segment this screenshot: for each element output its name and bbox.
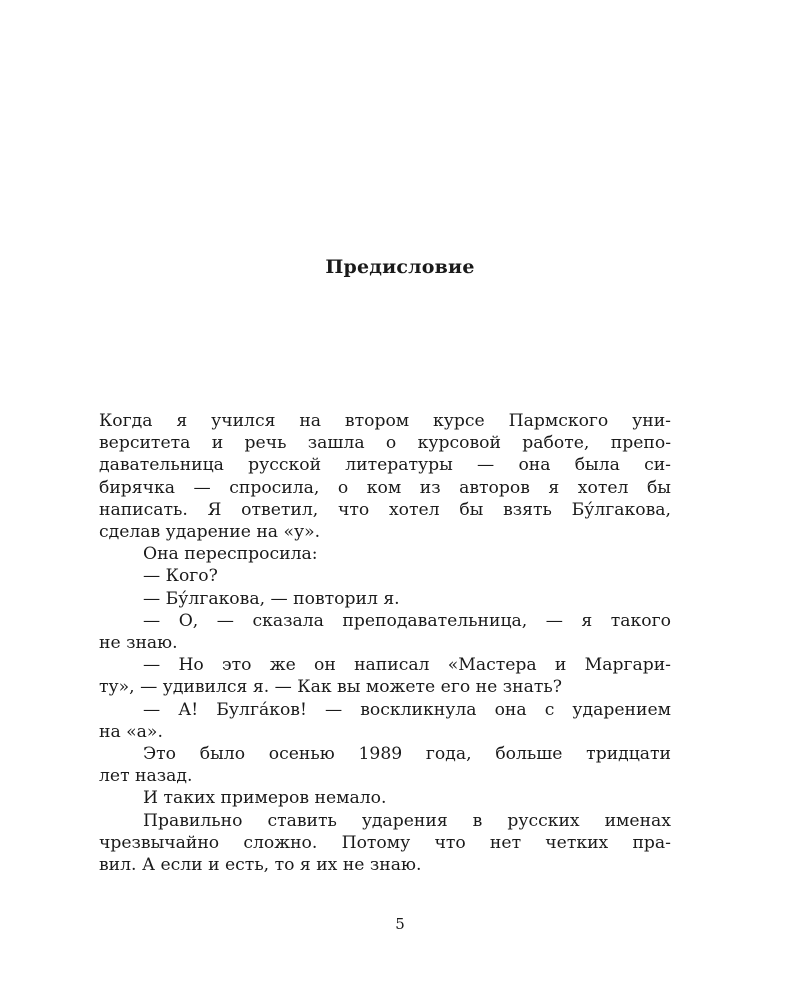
text-line: написать. Я ответил, что хотел бы взять Бу́лгакова, (99, 499, 671, 520)
text-line: ту», — удивился я. — Как вы можете его не знать? (99, 677, 562, 698)
text-line: вил. А если и есть, то я их не знаю. (99, 855, 422, 876)
text-line: И таких примеров немало. (143, 788, 387, 809)
text-line: — Но это же он написал «Мастера и Маргари- (143, 655, 671, 676)
text-line: не знаю. (99, 633, 178, 654)
text-line: Она переспросила: (143, 544, 318, 565)
text-line: Правильно ставить ударения в русских именах (143, 810, 671, 831)
text-line: лет назад. (99, 766, 193, 787)
text-line: — Кого? (143, 566, 218, 587)
body-text (99, 410, 671, 876)
text-line: Когда я учился на втором курсе Пармского уни- (99, 411, 671, 431)
text-line: чрезвычайно сложно. Потому что нет четких пра- (99, 832, 671, 853)
text-line: бирячка — спросила, о ком из авторов я хотел бы (99, 477, 671, 498)
text-line: на «а». (99, 721, 163, 742)
text-line: — О, — сказала преподавательница, — я такого (143, 610, 671, 631)
text-line: сделав ударение на «у». (99, 522, 321, 543)
text-line: — Бу́лгакова, — повторил я. (143, 588, 400, 609)
chapter-title: Предисловие (325, 256, 475, 278)
text-line: верситета и речь зашла о курсовой работе, препо- (99, 433, 671, 454)
page-number: 5 (395, 915, 405, 933)
text-line: — А! Булга́ков! — воскликнула она с ударением (143, 699, 671, 720)
text-line: давательница русской литературы — она была си- (99, 455, 671, 476)
text-line: Это было осенью 1989 года, больше тридцати (143, 744, 671, 765)
